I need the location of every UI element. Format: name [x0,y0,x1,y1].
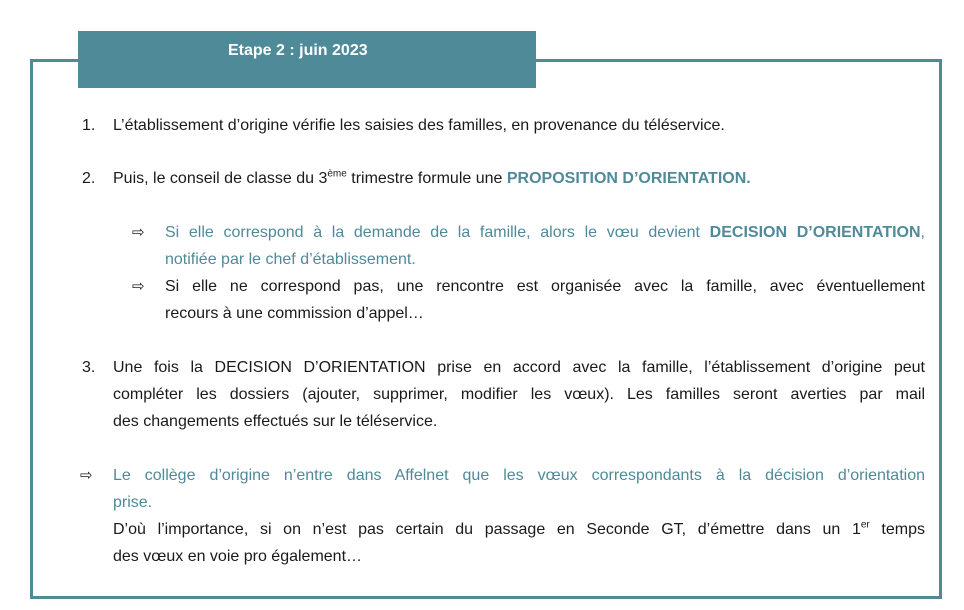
sub-item-1-line-2: notifiée par le chef d’établissement. [165,251,416,268]
item-3-line-2: compléter les dossiers (ajouter, supprimer, modifier les vœux). Les familles seront averties par mail [113,386,925,403]
arrow-bullet-icon: ⇨ [132,278,145,295]
step-header [78,31,536,88]
sub-item-2-line-2: recours à une commission d’appel… [165,305,424,322]
item-2-text: Puis, le conseil de classe du 3ème trimestre formule une PROPOSITION D’ORIENTATION. [113,168,751,187]
item-3-line-3: des changements effectués sur le téléservice. [113,413,438,430]
item-3-number: 3. [82,359,96,376]
item-1-number: 1. [82,117,96,134]
note-line-2: prise. [113,494,153,511]
note-line-1: Le collège d’origine n’entre dans Affelnet que les vœux correspondants à la décision d’orientation [113,467,925,484]
sub-item-2-line-1: Si elle ne correspond pas, une rencontre est organisée avec la famille, avec éventuellement [165,278,925,295]
note-line-4: des vœux en voie pro également… [113,548,363,565]
sub-item-1-line-1: Si elle correspond à la demande de la famille, alors le vœu devient DECISION D’ORIENTATION, [165,224,925,241]
decision-highlight: DECISION D’ORIENTATION [709,224,921,241]
item-3-line-1: Une fois la DECISION D’ORIENTATION prise en accord avec la famille, l’établissement d’origine peut [113,359,925,376]
arrow-bullet-icon: ⇨ [132,224,145,241]
proposition-highlight: PROPOSITION D’ORIENTATION. [506,170,751,187]
step-title: Etape 2 : juin 2023 [228,42,368,59]
note-line-3: D’où l’importance, si on n’est pas certain du passage en Seconde GT, d’émettre dans un 1er temps [113,519,926,538]
arrow-bullet-icon: ⇨ [80,467,93,484]
item-2-number: 2. [82,170,96,187]
item-1-text: L’établissement d’origine vérifie les saisies des familles, en provenance du téléservice. [113,117,725,134]
